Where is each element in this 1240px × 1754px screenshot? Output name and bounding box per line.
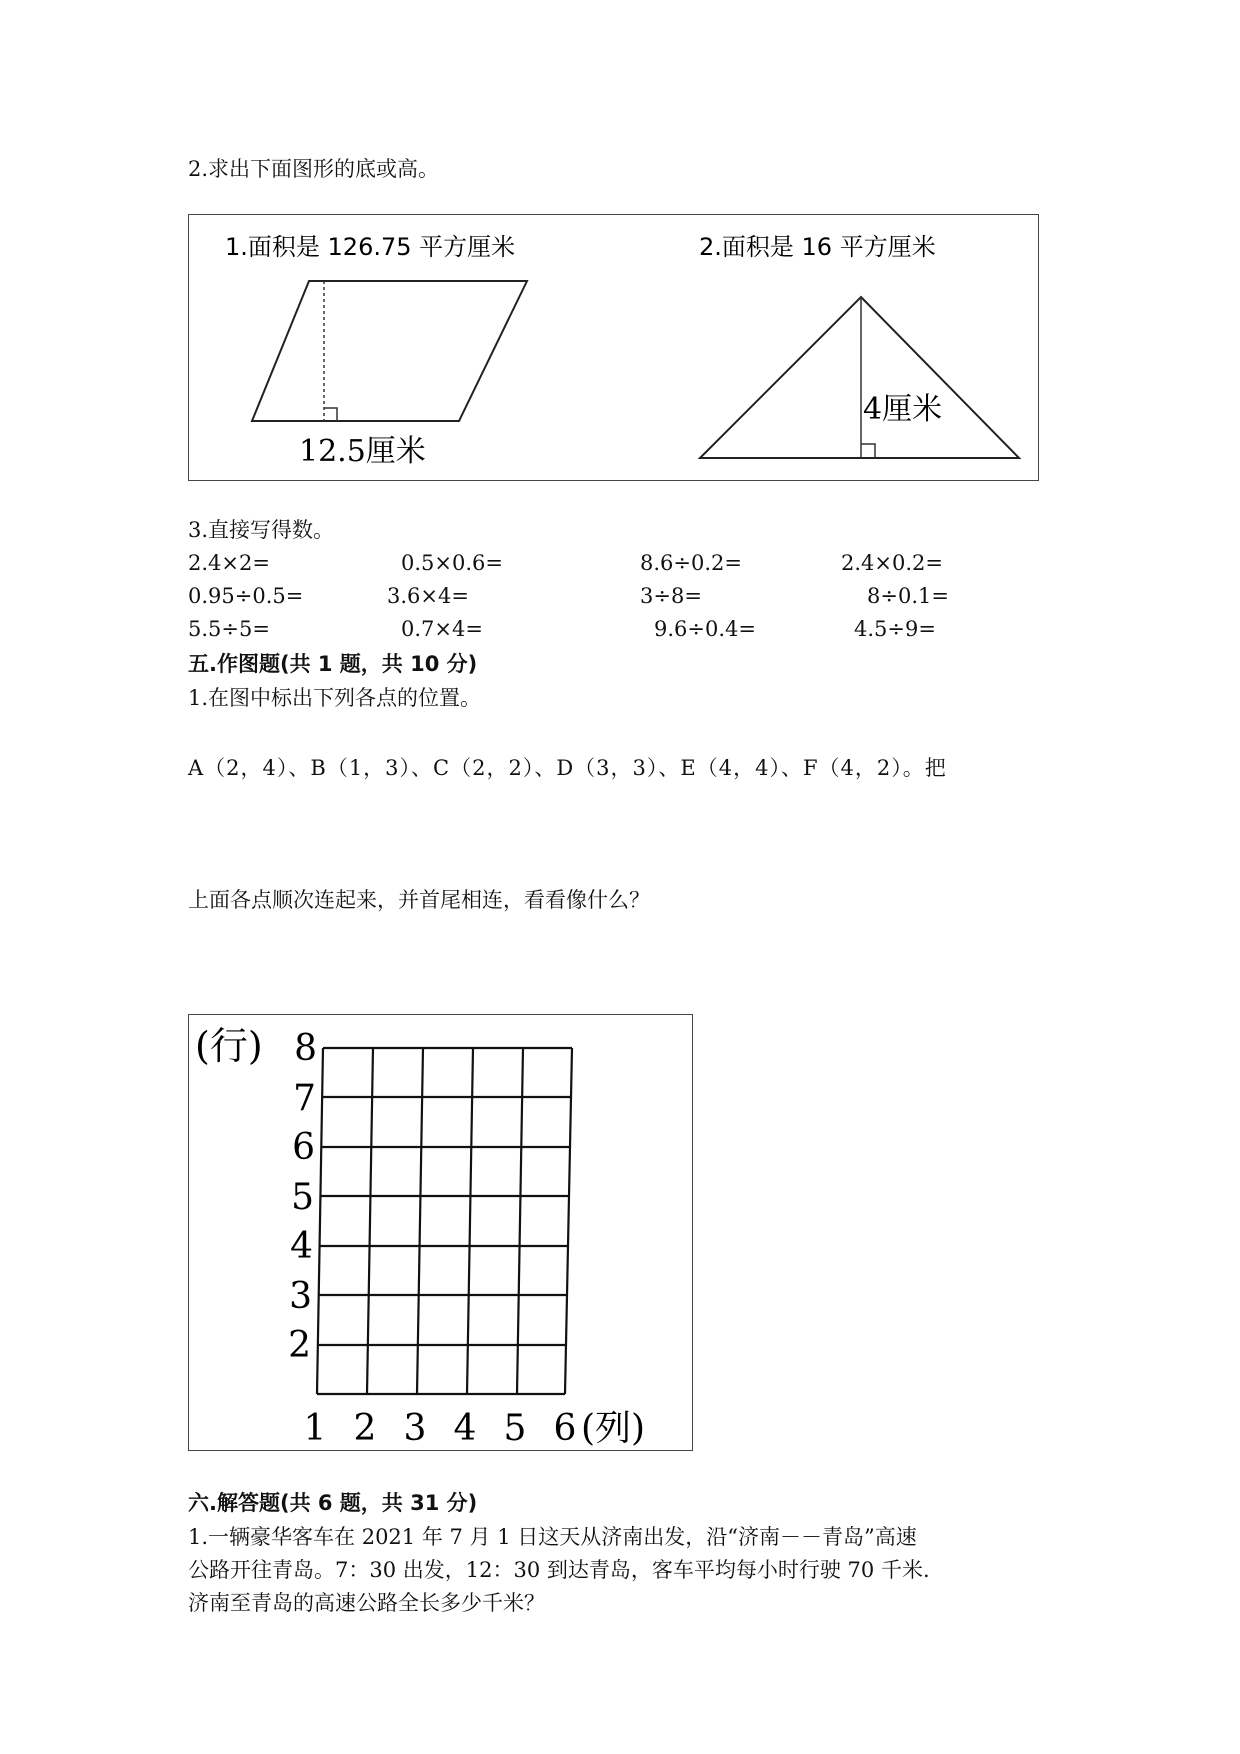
triangle-shape xyxy=(700,297,1019,458)
calc-item: 8÷0.1= xyxy=(867,584,949,608)
calc-item: 5.5÷5= xyxy=(188,617,270,641)
section-6-question-1-line-1: 1.一辆豪华客车在 2021 年 7 月 1 日这天从济南出发，沿“济南－－青岛”高速 xyxy=(188,1525,917,1549)
shapes-figure xyxy=(188,214,1039,481)
right-angle-mark xyxy=(324,408,337,421)
calc-item: 4.5÷9= xyxy=(854,617,936,641)
col-number: 1 xyxy=(303,1408,327,1449)
triangle-caption: 2.面积是 16 平方厘米 xyxy=(699,233,936,261)
col-number: 2 xyxy=(353,1408,377,1449)
section-5-heading: 五.作图题(共 1 题，共 10 分) xyxy=(188,652,478,676)
coordinate-grid xyxy=(189,1015,692,1450)
calc-item: 0.7×4= xyxy=(401,617,483,641)
row-number: 4 xyxy=(290,1226,313,1267)
calc-item: 9.6÷0.4= xyxy=(654,617,756,641)
row-number: 5 xyxy=(291,1177,314,1218)
parallelogram-caption: 1.面积是 126.75 平方厘米 xyxy=(225,233,516,261)
row-number: 2 xyxy=(288,1325,311,1366)
point-instruction: 上面各点顺次连起来，并首尾相连，看看像什么？ xyxy=(188,888,650,912)
question-2-title: 2.求出下面图形的底或高。 xyxy=(188,157,440,181)
calc-item: 8.6÷0.2= xyxy=(640,551,742,575)
col-number: 6 xyxy=(553,1408,577,1449)
col-number: 5 xyxy=(503,1408,527,1449)
row-number: 3 xyxy=(289,1276,312,1317)
row-number: 7 xyxy=(293,1078,316,1119)
grid-lines xyxy=(317,1048,572,1394)
row-axis-label: (行) xyxy=(195,1024,263,1068)
section-6-question-1-line-2: 公路开往青岛。7：30 出发，12：30 到达青岛，客车平均每小时行驶 70 千米. xyxy=(188,1558,930,1582)
shapes-drawing xyxy=(189,215,1038,480)
coordinate-grid-figure xyxy=(188,1014,693,1451)
parallelogram-base-label: 12.5厘米 xyxy=(299,434,426,469)
triangle-height-label: 4厘米 xyxy=(863,392,943,427)
row-number: 6 xyxy=(292,1127,315,1168)
calc-item: 2.4×2= xyxy=(188,551,270,575)
col-number: 3 xyxy=(403,1408,427,1449)
calc-item: 2.4×0.2= xyxy=(841,551,943,575)
section-5-question-1: 1.在图中标出下列各点的位置。 xyxy=(188,686,482,710)
calc-item: 0.95÷0.5= xyxy=(188,584,304,608)
col-number: 4 xyxy=(453,1408,477,1449)
parallelogram-shape xyxy=(252,281,527,421)
calc-item: 0.5×0.6= xyxy=(401,551,503,575)
point-list: A（2，4）、B（1，3）、C（2，2）、D（3，3）、E（4，4）、F（4，2）。把 xyxy=(188,756,947,780)
right-angle-mark xyxy=(861,444,875,458)
col-axis-label: (列) xyxy=(581,1408,646,1449)
section-6-heading: 六.解答题(共 6 题，共 31 分) xyxy=(188,1491,478,1515)
calc-item: 3÷8= xyxy=(640,584,702,608)
section-6-question-1-line-3: 济南至青岛的高速公路全长多少千米？ xyxy=(188,1591,545,1615)
question-3-title: 3.直接写得数。 xyxy=(188,518,335,542)
calc-item: 3.6×4= xyxy=(387,584,469,608)
row-number: 8 xyxy=(294,1028,317,1069)
